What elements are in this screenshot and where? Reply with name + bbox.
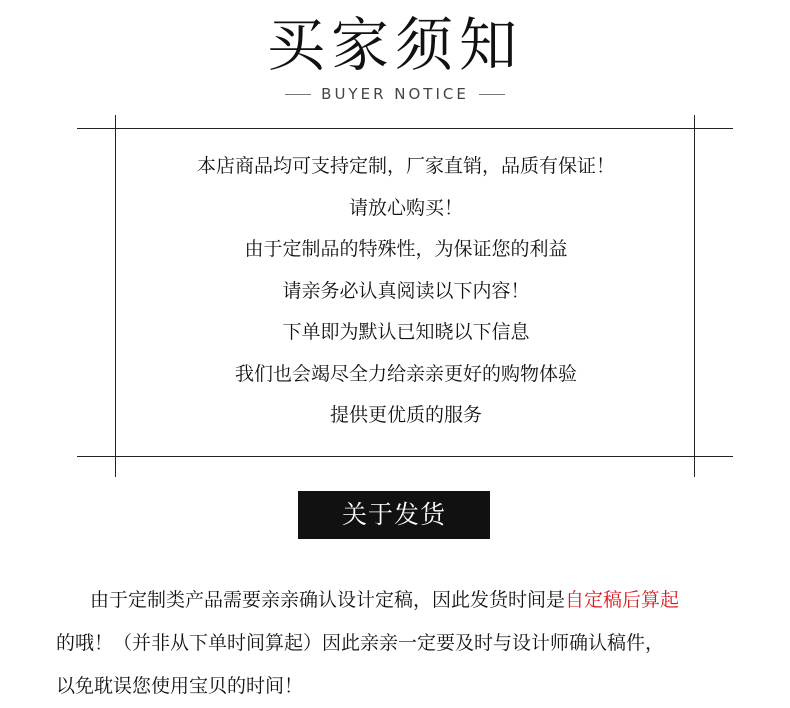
shipping-highlight-text: 自定稿后算起 — [565, 589, 680, 611]
subtitle-dash-right — [479, 94, 505, 95]
notice-line: 下单即为默认已知晓以下信息 — [282, 321, 530, 343]
shipping-line-3: 以免耽误您使用宝贝的时间！ — [56, 675, 304, 697]
shipping-line-1-text: 由于定制类产品需要亲亲确认设计定稿，因此发货时间是 — [90, 589, 566, 611]
subtitle-row — [0, 84, 790, 104]
notice-text-block — [120, 146, 692, 437]
notice-line: 请亲务必认真阅读以下内容！ — [282, 279, 530, 302]
shipping-section-header: 关于发货 — [298, 491, 490, 539]
page-subtitle: BUYER NOTICE — [321, 85, 469, 103]
shipping-line-1 — [56, 579, 756, 622]
notice-line: 我们也会竭尽全力给亲亲更好的购物体验 — [234, 362, 577, 385]
notice-line: 由于定制品的特殊性，为保证您的利益 — [244, 238, 568, 260]
subtitle-dash-left — [285, 94, 311, 95]
shipping-line-2: 的哦！（并非从下单时间算起）因此亲亲一定要及时与设计师确认稿件， — [56, 632, 665, 654]
shipping-paragraph — [56, 579, 756, 708]
notice-frame-right-line — [694, 115, 695, 477]
notice-frame-top-line — [77, 128, 733, 129]
notice-frame-bottom-line — [77, 456, 733, 457]
notice-line: 请放心购买！ — [348, 196, 463, 219]
notice-line: 提供更优质的服务 — [329, 404, 482, 426]
page-title: 买家须知 — [266, 11, 523, 79]
notice-line: 本店商品均可支持定制，厂家直销，品质有保证！ — [196, 155, 615, 177]
notice-frame-left-line — [115, 115, 116, 477]
